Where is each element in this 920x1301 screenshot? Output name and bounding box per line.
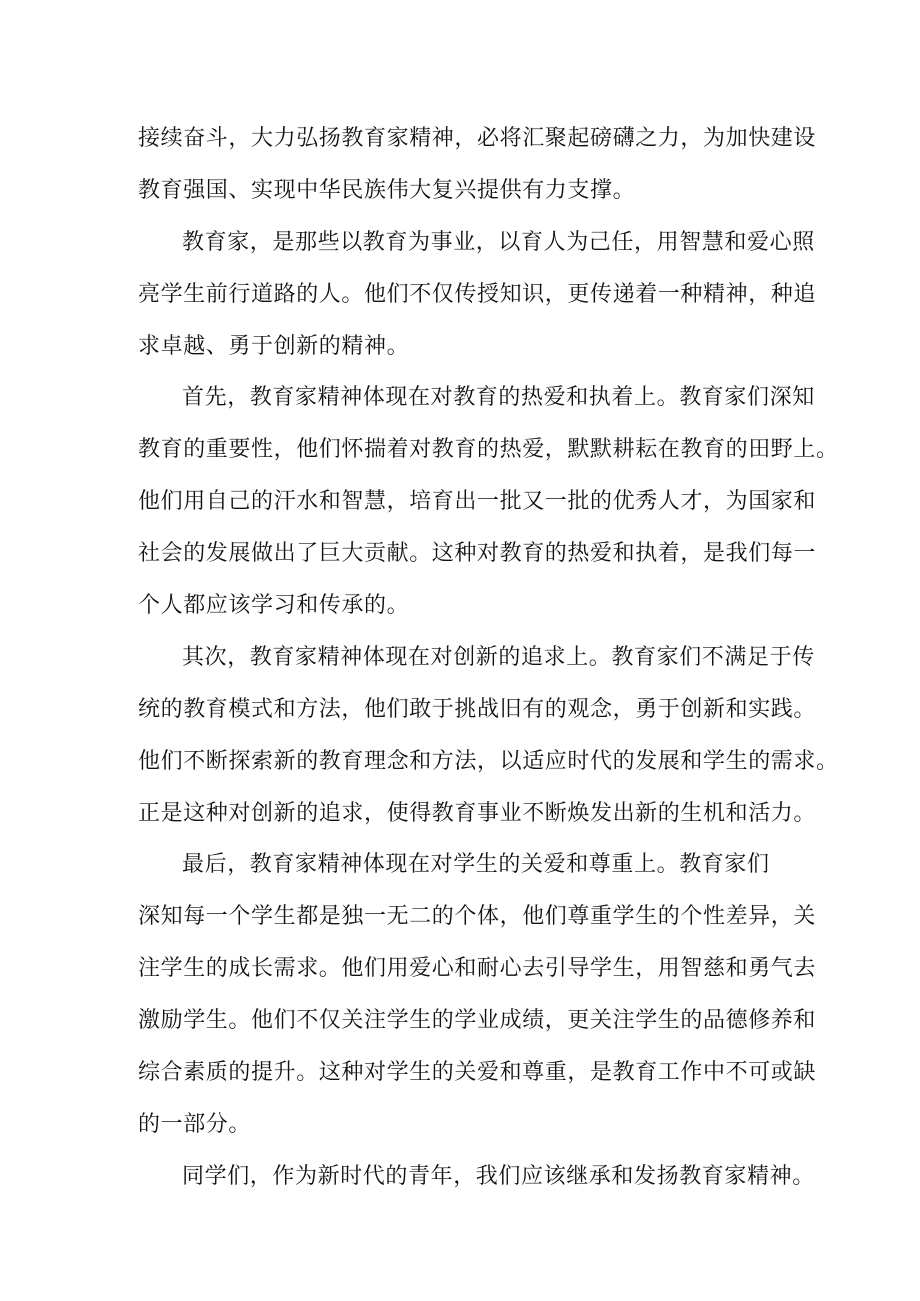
text-line: 正是这种对创新的追求，使得教育事业不断焕发出新的生机和活力。 [138, 800, 817, 826]
text-line: 亮学生前行道路的人。他们不仅传授知识，更传递着一种精神，种追 [138, 281, 817, 307]
text-line: 接续奋斗，大力弘扬教育家精神，必将汇聚起磅礴之力，为加快建设 [138, 126, 817, 151]
text-line: 深知每一个学生都是独一无二的个体，他们尊重学生的个性差异，关 [138, 904, 817, 930]
text-line: 激励学生。他们不仅关注学生的学业成绩，更关注学生的品德修养和 [138, 1008, 817, 1034]
text-line: 注学生的成长需求。他们用爱心和耐心去引导学生，用智慈和勇气去 [138, 956, 817, 982]
text-line: 综合素质的提升。这种对学生的关爱和尊重，是教育工作中不可或缺 [138, 1060, 817, 1086]
text-line: 的一部分。 [138, 1111, 252, 1137]
text-line: 教育的重要性，他们怀揣着对教育的热爱，默默耕耘在教育的田野上。 [138, 437, 839, 463]
paragraph-start-line: 同学们，作为新时代的青年，我们应该继承和发扬教育家精神。 [182, 1163, 815, 1189]
text-line: 求卓越、勇于创新的精神。 [138, 333, 410, 359]
text-line: 他们用自己的汗水和智慧，培育出一批又一批的优秀人才，为国家和 [138, 489, 817, 515]
paragraph-start-line: 最后，教育家精神体现在对学生的关爱和尊重上。教育家们 [182, 852, 770, 878]
paragraph-start-line: 教育家，是那些以教育为事业，以育人为己任，用智慧和爱心照 [182, 229, 815, 255]
body-text [138, 113, 839, 1203]
text-line: 他们不断探索新的教育理念和方法，以适应时代的发展和学生的需求。 [138, 748, 839, 774]
text-line: 教育强国、实现中华民族伟大复兴提供有力支撑。 [138, 177, 636, 203]
text-line: 统的教育模式和方法，他们敢于挑战旧有的观念，勇于创新和实践。 [138, 696, 817, 722]
paragraph-start-line: 其次，教育家精神体现在对创新的追求上。教育家们不满足于传 [182, 644, 815, 670]
paragraph-start-line: 首先，教育家精神体现在对教育的热爱和执着上。教育家们深知 [182, 385, 815, 411]
text-line: 个人都应该学习和传承的。 [138, 593, 410, 619]
text-line: 社会的发展做出了巨大贡献。这种对教育的热爱和执着，是我们每一 [138, 541, 817, 567]
